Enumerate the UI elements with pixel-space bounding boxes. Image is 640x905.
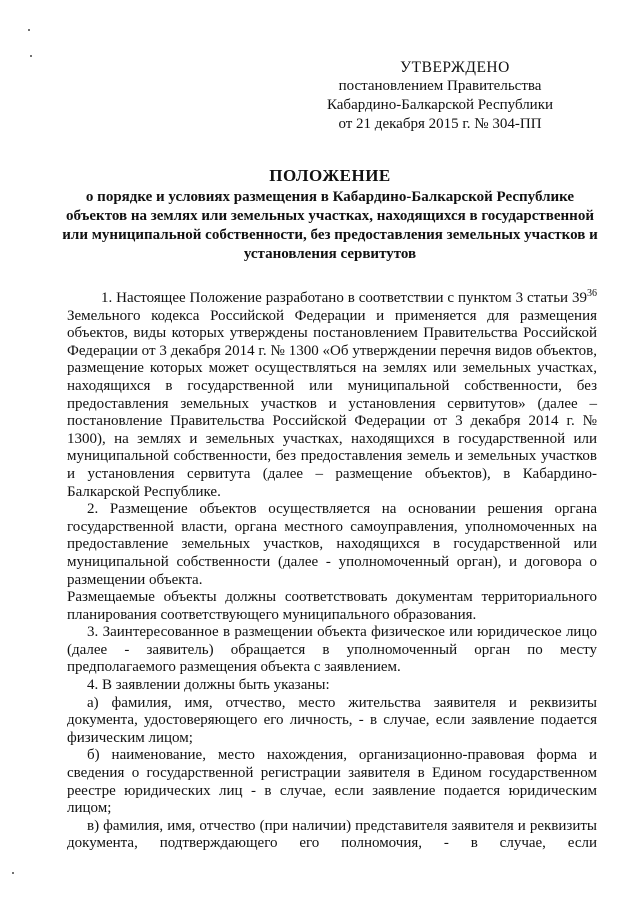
paragraph-2: 2. Размещение объектов осуществляется на основании решения органа государственной власти, органа местного самоуправления, уполномоченных на предоставление земельных участков, находящихся в государственной или муниципальной собственности (далее - уполномоченный орган), и договора о размещении объекта. — [67, 501, 597, 588]
paragraph-4b: б) наименование, место нахождения, организационно-правовая форма и сведения о государственной регистрации заявителя в Едином государственном реестре юридических лиц - в случае, если заявление подается юридическим лицом; — [67, 747, 597, 817]
document-body — [67, 290, 597, 853]
document-title: ПОЛОЖЕНИЕ — [269, 166, 391, 185]
scan-speck — [30, 55, 32, 57]
scan-speck — [28, 29, 30, 31]
document-subtitle: о порядке и условиях размещения в Кабардино-Балкарской Республике объектов на землях или земельных участках, находящихся в государственной или муниципальной собственности, без предоставления земельных участков и установления сервитутов — [62, 189, 598, 262]
paragraph-1-start: 1. Настоящее Положение разработано в соответствии с пунктом 3 статьи 39 — [101, 290, 587, 306]
approval-stamp-block — [300, 58, 580, 134]
paragraph-4: 4. В заявлении должны быть указаны: — [87, 677, 330, 694]
paragraph-4a: а) фамилия, имя, отчество, место жительства заявителя и реквизиты документа, удостоверяющего его личность, - в случае, если заявление подается физическим лицом; — [67, 694, 597, 746]
paragraph-1-superscript: 36 — [587, 288, 597, 299]
paragraph-3: 3. Заинтересованное в размещении объекта физическое или юридическое лицо (далее - заявитель) обращается в уполномоченный орган по месту предполагаемого размещения объекта с заявлением. — [67, 624, 597, 676]
approved-label: УТВЕРЖДЕНО — [400, 59, 510, 76]
approval-line-1: постановлением Правительства — [338, 78, 542, 94]
approval-line-3: от 21 декабря 2015 г. № 304-ПП — [338, 116, 542, 132]
approval-line-2: Кабардино-Балкарской Республики — [326, 97, 554, 113]
paragraph-4c: в) фамилия, имя, отчество (при наличии) представителя заявителя и реквизиты документа, подтверждающего его полномочия, - в случае, если — [67, 817, 597, 852]
paragraph-1-rest: Земельного кодекса Российской Федерации и применяется для размещения объектов, виды которых утверждены постановлением Правительства Российской Федерации от 3 декабря 2014 г. № 1300 «Об утверждении перечня видов объектов, размещение которых может осуществляться на землях или земельных участках, находящихся в государственной или муниципальной собственности, без предоставления земельных участков и установления сервитутов» (далее – постановление Правительства Российской Федерации от 3 декабря 2014 г. № 1300), на землях и земельных участках, находящихся в государственной или муниципальной собственности, без предоставления земель и земельных участков и установления сервитута (далее – размещение объектов), в Кабардино-Балкарской Республике. — [67, 307, 597, 500]
paragraph-2b: Размещаемые объекты должны соответствовать документам территориального планирования соответствующего муниципального образования. — [67, 589, 597, 623]
paragraph-1 — [67, 290, 597, 501]
document-title-block — [60, 165, 600, 264]
scan-speck — [12, 872, 14, 874]
